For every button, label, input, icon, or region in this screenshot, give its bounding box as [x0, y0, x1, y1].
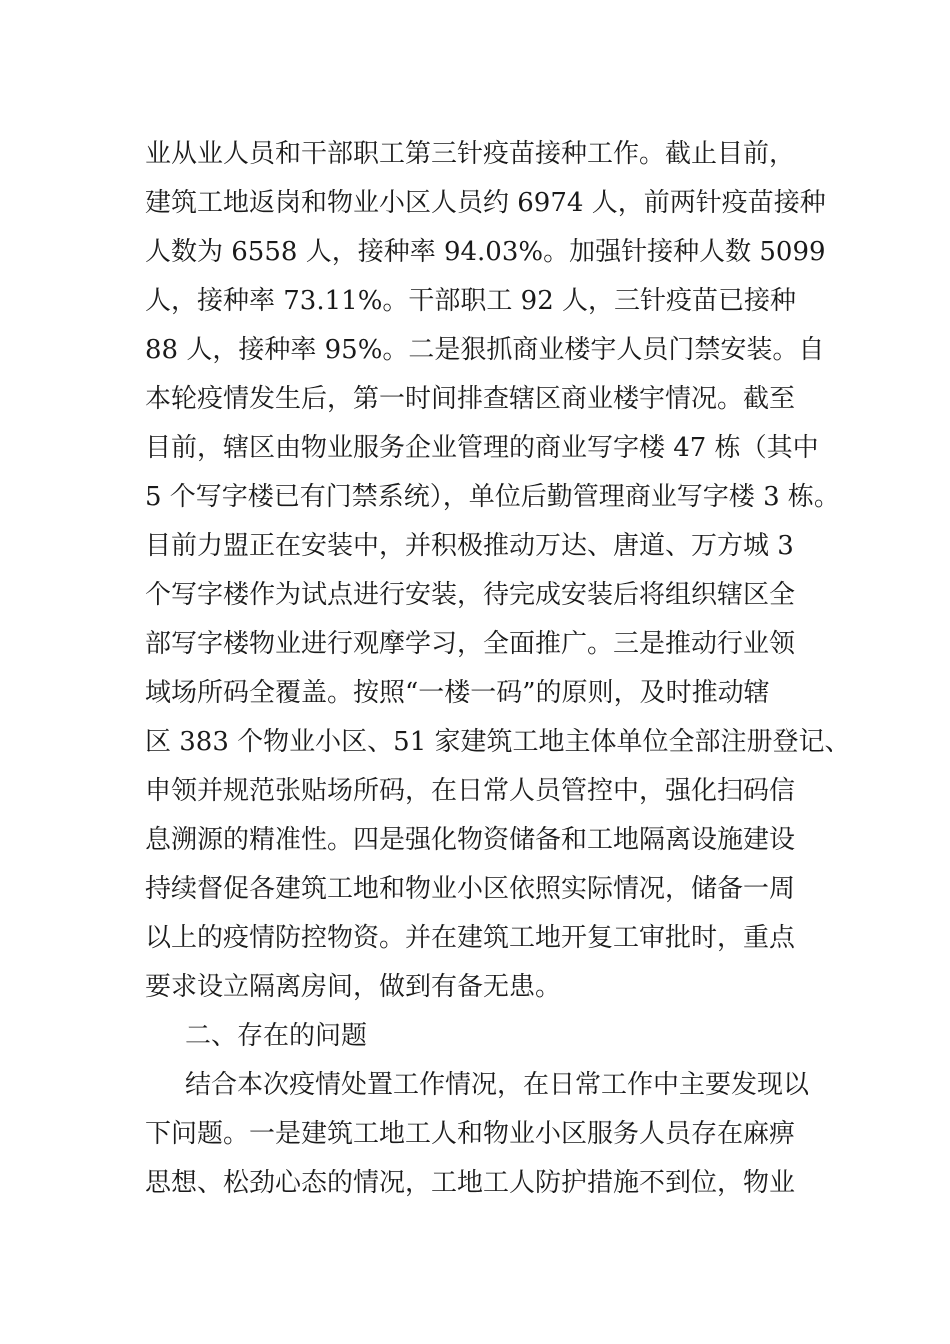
text-line: 以上的疫情防控物资。并在建筑工地开复工审批时，重点 [145, 923, 796, 953]
text-line: 88 人，接种率 95%。二是狠抓商业楼宇人员门禁安装。自 [145, 335, 825, 365]
text-line: 个写字楼作为试点进行安装，待完成安装后将组织辖区全 [145, 580, 796, 610]
text-line: 思想、松劲心态的情况，工地工人防护措施不到位，物业 [145, 1168, 796, 1198]
text-line: 域场所码全覆盖。按照“一楼一码”的原则，及时推动辖 [145, 678, 770, 708]
text-line: 目前，辖区由物业服务企业管理的商业写字楼 47 栋（其中 [145, 433, 819, 463]
text-line: 人数为 6558 人，接种率 94.03%。加强针接种人数 5099 [145, 237, 826, 267]
text-line: 要求设立隔离房间，做到有备无患。 [145, 972, 562, 1002]
text-line: 区 383 个物业小区、51 家建筑工地主体单位全部注册登记、 [145, 727, 851, 757]
text-line: 结合本次疫情处置工作情况，在日常工作中主要发现以 [185, 1070, 810, 1100]
text-line: 息溯源的精准性。四是强化物资储备和工地隔离设施建设 [145, 825, 796, 855]
text-line: 申领并规范张贴场所码，在日常人员管控中，强化扫码信 [145, 776, 796, 806]
text-line: 本轮疫情发生后，第一时间排查辖区商业楼宇情况。截至 [145, 384, 796, 414]
section-heading: 二、存在的问题 [185, 1021, 368, 1051]
text-line: 人，接种率 73.11%。干部职工 92 人，三针疫苗已接种 [145, 286, 797, 316]
text-line: 建筑工地返岗和物业小区人员约 6974 人，前两针疫苗接种 [145, 188, 826, 218]
text-line: 部写字楼物业进行观摩学习，全面推广。三是推动行业领 [145, 629, 796, 659]
text-line: 业从业人员和干部职工第三针疫苗接种工作。截止目前， [145, 139, 796, 169]
document-body [145, 130, 935, 1208]
text-line: 5 个写字楼已有门禁系统），单位后勤管理商业写字楼 3 栋。 [145, 482, 840, 512]
text-line: 下问题。一是建筑工地工人和物业小区服务人员存在麻痹 [145, 1119, 796, 1149]
text-line: 持续督促各建筑工地和物业小区依照实际情况，储备一周 [145, 874, 796, 904]
text-line: 目前力盟正在安装中，并积极推动万达、唐道、万方城 3 [145, 531, 794, 561]
